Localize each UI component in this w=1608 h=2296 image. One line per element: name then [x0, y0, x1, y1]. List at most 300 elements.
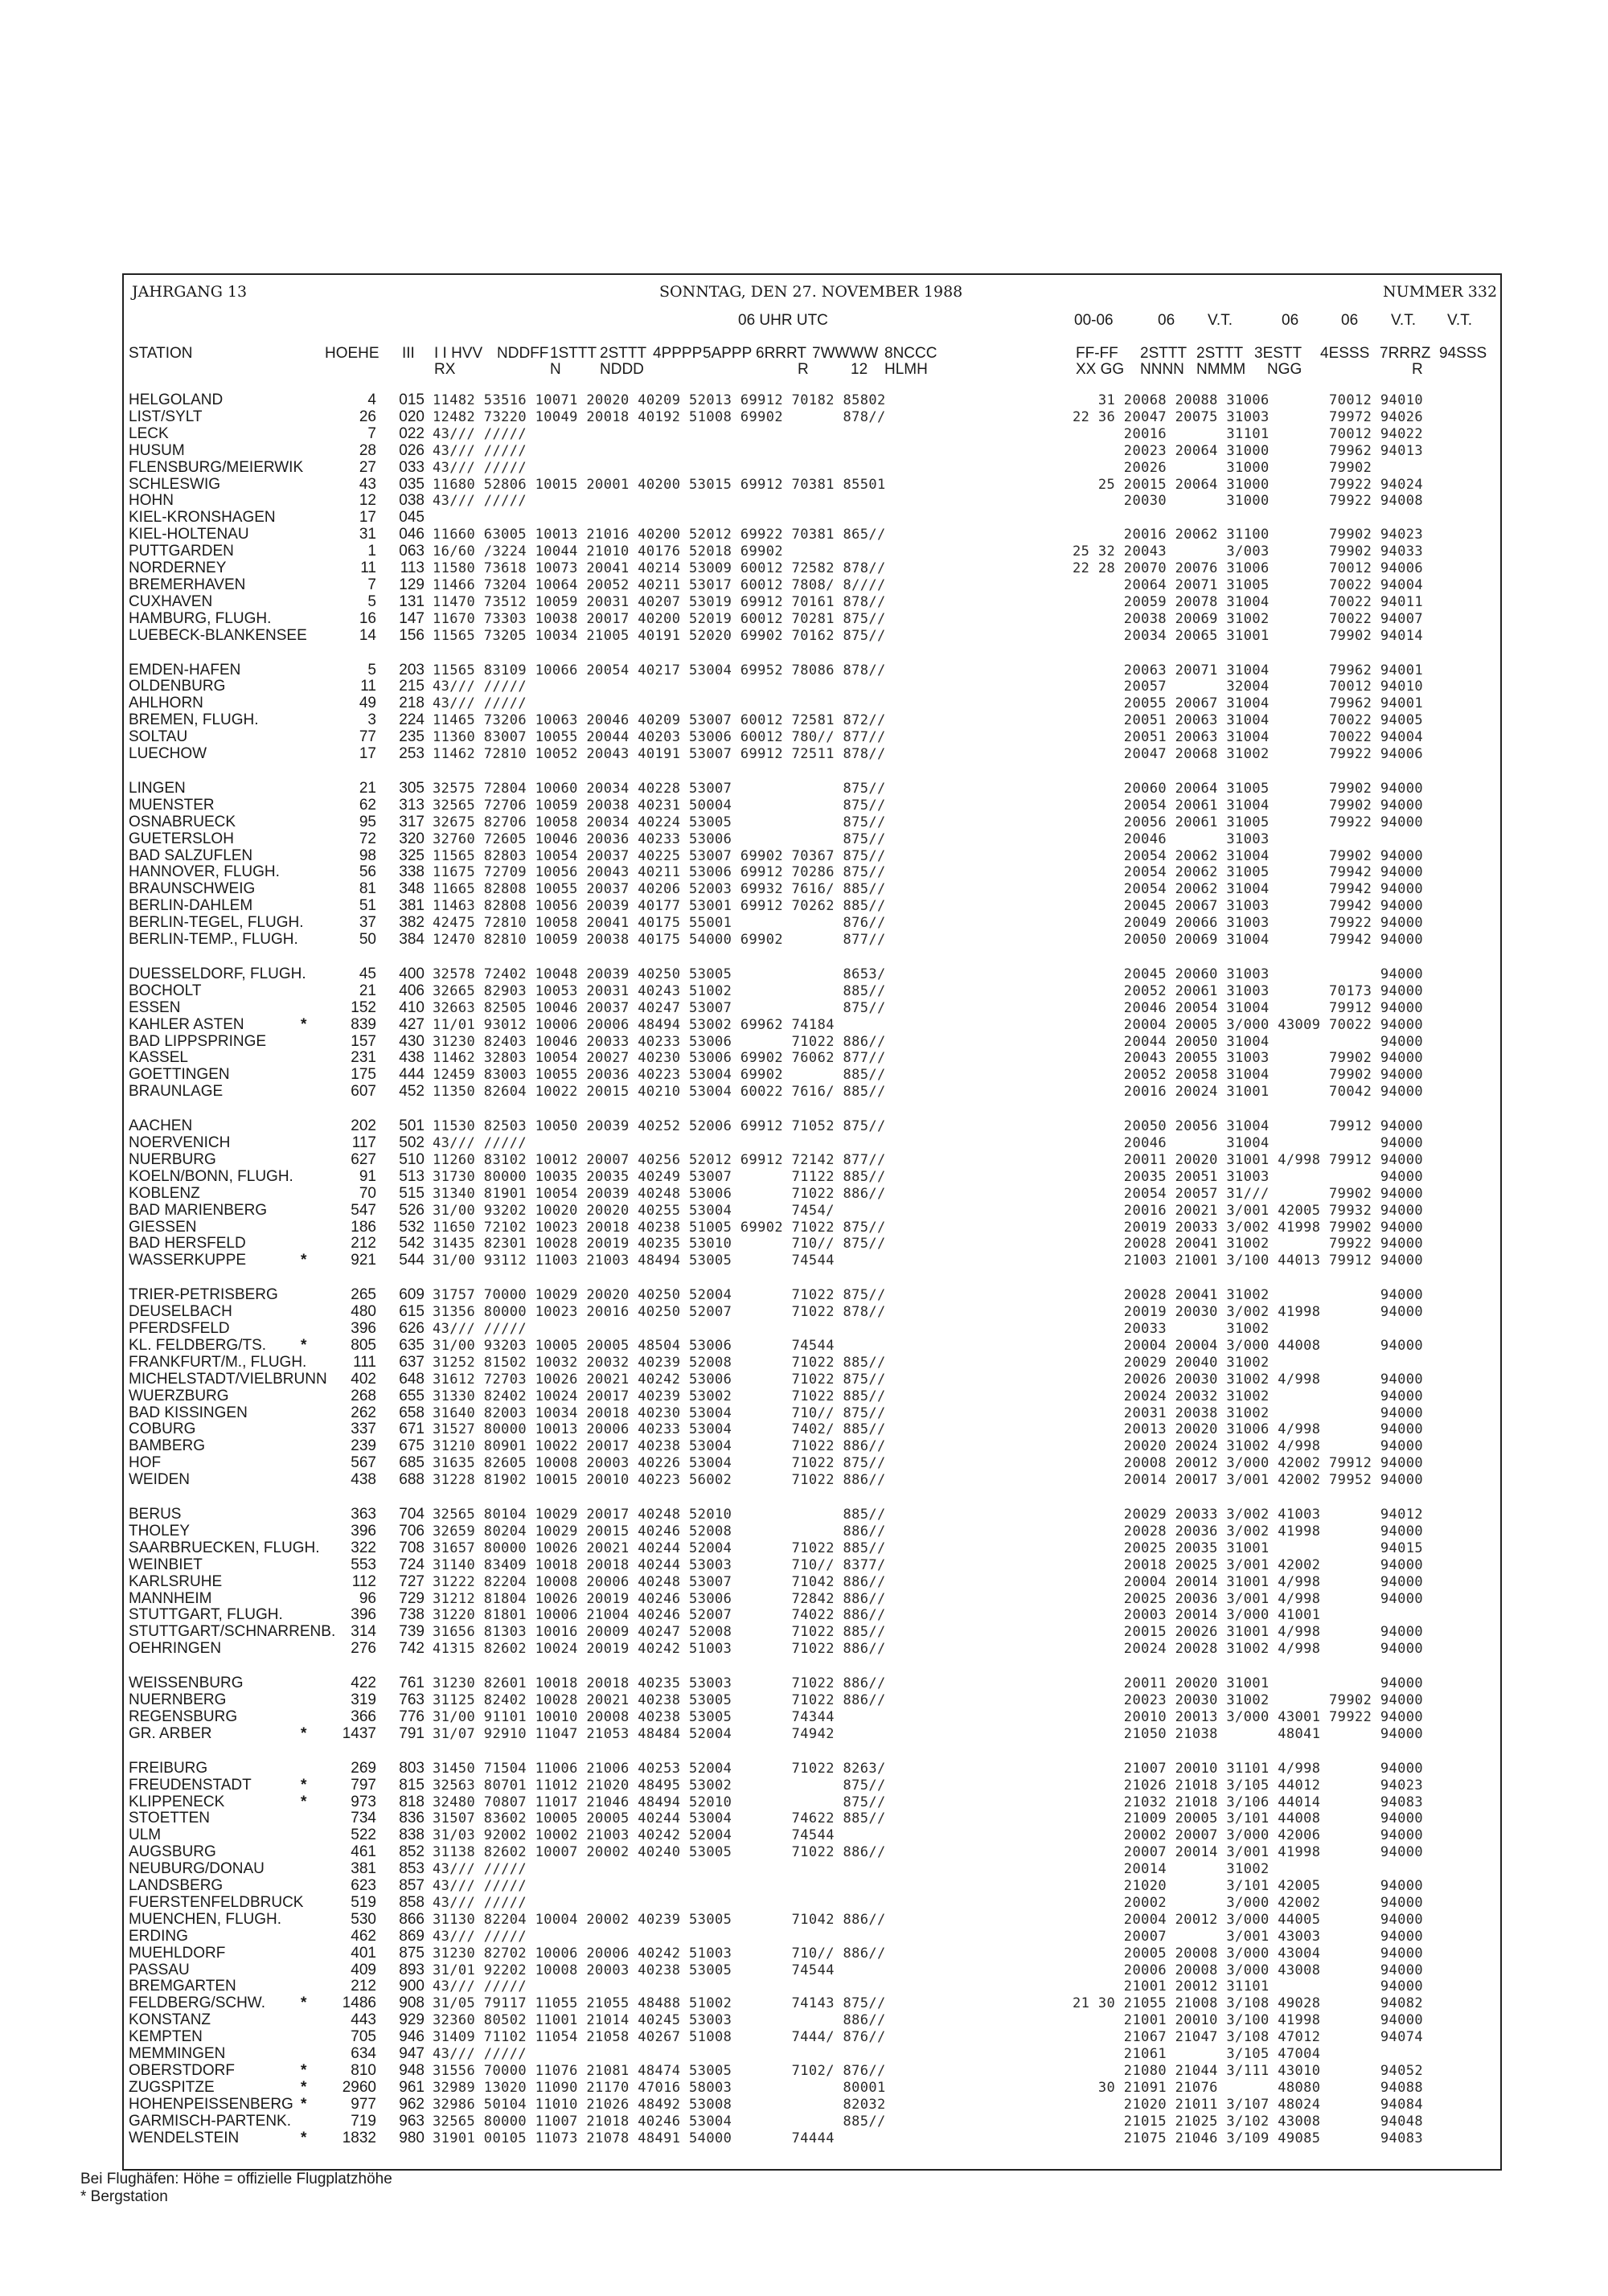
synop-data: 43/// ///// [433, 1321, 527, 1337]
station-id: 515 [399, 1184, 425, 1202]
synop-data: 43/// ///// [433, 1978, 527, 1995]
synop-data: 11463 82808 10056 20039 40177 53001 69912 70262 885// [433, 898, 886, 915]
synop-data-extra: 20003 20014 3/000 41001 [1073, 1607, 1321, 1624]
station-height: 805 [351, 1336, 376, 1354]
synop-data-extra: 22 28 20070 20076 31006 70012 94006 [1073, 560, 1424, 576]
col-ihvv-bottom: RX [434, 361, 456, 378]
synop-data: 32986 50104 11010 21026 48492 53008 82032 [433, 2096, 886, 2113]
station-height: 627 [351, 1150, 376, 1168]
station-height: 96 [359, 1589, 376, 1607]
station-id: 763 [399, 1691, 425, 1708]
synop-data-extra: 21015 21025 3/102 43008 94048 [1073, 2113, 1424, 2130]
col-7wwww [812, 346, 878, 378]
station-height: 402 [351, 1370, 376, 1388]
synop-data-extra: 20016 20062 31100 79902 94023 [1073, 527, 1424, 543]
mountain-marker: * [301, 2061, 307, 2079]
table-row [0, 1000, 1608, 1016]
synop-data-extra: 20004 20012 3/000 44005 94000 [1073, 1911, 1424, 1928]
station-height: 49 [359, 695, 376, 712]
station-name: TRIER-PETRISBERG [129, 1286, 278, 1304]
table-row [0, 510, 1608, 526]
station-name: DEUSELBACH [129, 1303, 232, 1321]
synop-data-extra: 20054 20062 31004 79942 94000 [1073, 881, 1424, 898]
station-height: 438 [351, 1471, 376, 1489]
station-name: WEIDEN [129, 1471, 190, 1489]
station-id: 235 [399, 728, 425, 746]
synop-data: 31230 82702 10006 20006 40242 51003 710// 886// [433, 1945, 886, 1962]
station-id: 724 [399, 1556, 425, 1573]
station-name: AUGSBURG [129, 1843, 216, 1861]
station-id: 900 [399, 1978, 425, 1995]
station-id: 961 [399, 2078, 425, 2096]
col-station: STATION [129, 345, 193, 362]
station-height: 111 [353, 1353, 376, 1371]
synop-data-extra: 20026 31000 79902 [1073, 459, 1372, 476]
synop-data: 43/// ///// [433, 459, 527, 476]
synop-data-extra: 20011 20020 31001 94000 [1073, 1675, 1424, 1692]
station-name: LUEBECK-BLANKENSEE [129, 626, 307, 644]
synop-data: 11665 82808 10055 20037 40206 52003 69932 7616/ 885// [433, 881, 886, 898]
mountain-marker: * [301, 1793, 307, 1810]
station-height: 797 [351, 1776, 376, 1794]
synop-data: 32989 13020 11090 21170 47016 58003 80001 [433, 2079, 886, 2096]
synop-data: 31612 72703 10026 20021 40242 53006 71022 875// [433, 1371, 886, 1388]
synop-data: 43/// ///// [433, 1928, 527, 1945]
station-height: 5 [367, 592, 376, 610]
table-row [0, 1978, 1608, 1995]
station-name: HAMBURG, FLUGH. [129, 609, 272, 627]
synop-data: 11465 73206 10063 20046 40209 53007 60012 72581 872// [433, 712, 886, 729]
station-name: GR. ARBER [129, 1724, 212, 1742]
synop-data-extra: 20028 20041 31002 79922 94000 [1073, 1236, 1424, 1253]
station-name: GARMISCH-PARTENK. [129, 2112, 291, 2130]
col-7rrrz [1380, 346, 1430, 378]
synop-data-extra: 21032 21018 3/106 44014 94083 [1073, 1794, 1424, 1810]
table-row [0, 797, 1608, 814]
station-id: 857 [399, 1877, 425, 1894]
station-height: 152 [351, 998, 376, 1016]
station-height: 16 [359, 609, 376, 627]
col-nddff: NDDFF [497, 345, 549, 362]
col-ffff-bottom: XX GG [1076, 361, 1125, 378]
station-height: 50 [359, 931, 376, 948]
station-id: 980 [399, 2129, 425, 2146]
synop-data-extra: 21009 20005 3/101 44008 94000 [1073, 1810, 1424, 1827]
station-height: 396 [351, 1522, 376, 1540]
mountain-marker: * [301, 2129, 307, 2146]
station-id: 384 [399, 931, 425, 948]
col-3estt-bottom: NGG [1267, 361, 1302, 378]
col-2sttt-b-top: 2STTT [1140, 345, 1188, 362]
station-id: 113 [400, 560, 425, 576]
synop-data-extra: 20010 20013 3/000 43001 79922 94000 [1073, 1708, 1424, 1725]
station-id: 803 [399, 1759, 425, 1777]
station-height: 112 [351, 1572, 376, 1590]
col-7rrrz-bottom: R [1412, 361, 1423, 378]
station-name: KIEL-HOLTENAU [129, 526, 249, 543]
col-ffff [1076, 346, 1124, 378]
synop-data: 43/// ///// [433, 1135, 527, 1151]
synop-data: 31252 81502 10032 20032 40239 52008 71022 885// [433, 1354, 886, 1371]
station-height: 231 [351, 1049, 376, 1067]
synop-data: 32663 82505 10046 20037 40247 53007 875// [433, 999, 886, 1016]
station-id: 635 [399, 1336, 425, 1354]
station-height: 21 [359, 982, 376, 999]
station-height: 98 [359, 847, 376, 864]
station-name: KONSTANZ [129, 2011, 211, 2029]
station-name: ESSEN [129, 998, 181, 1016]
station-height: 212 [351, 1235, 376, 1253]
station-name: WEISSENBURG [129, 1675, 244, 1692]
table-row [0, 426, 1608, 442]
station-height: 4 [367, 392, 376, 408]
synop-data: 43/// ///// [433, 493, 527, 510]
station-height: 977 [351, 2095, 376, 2113]
station-name: NEUBURG/DONAU [129, 1860, 265, 1878]
station-name: LIST/SYLT [129, 408, 203, 425]
table-row [0, 679, 1608, 695]
station-height: 186 [351, 1218, 376, 1236]
station-name: WASSERKUPPE [129, 1252, 247, 1269]
table-row [0, 577, 1608, 593]
synop-data: 31/01 92202 10008 20003 40238 53005 74544 [433, 1962, 835, 1978]
synop-data: 43/// ///// [433, 695, 527, 712]
synop-data-extra: 20016 20021 3/001 42005 79932 94000 [1073, 1202, 1424, 1219]
station-id: 727 [399, 1572, 425, 1590]
synop-data: 11680 52806 10015 20001 40200 53015 69912 70381 85501 [433, 476, 886, 493]
station-id: 532 [399, 1218, 425, 1236]
station-id: 836 [399, 1810, 425, 1827]
table-row [0, 409, 1608, 425]
synop-data-extra: 25 32 20043 3/003 79902 94033 [1073, 543, 1424, 560]
station-name: OEHRINGEN [129, 1640, 222, 1658]
synop-data-extra: 20052 20058 31004 79902 94000 [1073, 1067, 1424, 1084]
table-row [0, 781, 1608, 797]
synop-data-extra: 20025 20036 3/001 4/998 94000 [1073, 1590, 1424, 1607]
station-name: ERDING [129, 1927, 188, 1945]
table-row [0, 1050, 1608, 1066]
synop-data: 31556 70000 11076 21081 48474 53005 7102/ 876// [433, 2062, 886, 2079]
station-height: 337 [351, 1421, 376, 1438]
station-height: 1832 [342, 2129, 376, 2146]
col-2sttt-c-bottom: NMMM [1196, 361, 1246, 378]
table-row [0, 1844, 1608, 1860]
station-name: GOETTINGEN [129, 1066, 230, 1084]
table-row [0, 1355, 1608, 1371]
station-height: 810 [351, 2061, 376, 2079]
station-name: BAMBERG [129, 1437, 206, 1455]
station-name: LUECHOW [129, 745, 207, 762]
station-id: 038 [399, 492, 425, 510]
station-height: 461 [351, 1843, 376, 1861]
station-id: 893 [399, 1961, 425, 1978]
station-height: 51 [359, 897, 376, 915]
table-row [0, 1371, 1608, 1388]
hour-label-3: 06 [1341, 312, 1359, 329]
station-height: 462 [351, 1927, 376, 1945]
station-id: 338 [399, 863, 425, 881]
station-id: 147 [399, 609, 425, 627]
col-ihvv-top: I I HVV [434, 345, 483, 362]
synop-data-extra: 20008 20012 3/000 42002 79912 94000 [1073, 1455, 1424, 1472]
station-id: 129 [399, 576, 425, 593]
station-height: 239 [351, 1437, 376, 1455]
table-row [0, 1726, 1608, 1742]
station-name: BAD MARIENBERG [129, 1201, 268, 1219]
synop-data: 32565 80104 10029 20017 40248 52010 885// [433, 1507, 886, 1523]
synop-data: 32675 82706 10058 20034 40224 53005 875// [433, 814, 886, 830]
period-label: 00-06 [1074, 312, 1114, 329]
station-name: FELDBERG/SCHW. [129, 1995, 265, 2012]
station-id: 131 [399, 592, 425, 610]
synop-data: 31212 81804 10026 20019 40246 53006 72842 886// [433, 1590, 886, 1607]
station-name: STUTTGART, FLUGH. [129, 1606, 283, 1624]
station-id: 317 [399, 813, 425, 830]
station-height: 322 [351, 1539, 376, 1556]
table-row [0, 1287, 1608, 1303]
col-iii: III [402, 345, 415, 362]
station-id: 853 [399, 1860, 425, 1878]
table-row [0, 814, 1608, 830]
station-height: 1 [367, 543, 376, 560]
station-id: 045 [399, 509, 425, 527]
station-height: 7 [367, 576, 376, 593]
station-id: 544 [399, 1252, 425, 1269]
synop-data: 11670 73303 10038 20017 40200 52019 60012 70281 875// [433, 610, 886, 627]
table-row [0, 1186, 1608, 1202]
station-height: 268 [351, 1387, 376, 1404]
table-row [0, 392, 1608, 408]
station-name: SOLTAU [129, 728, 188, 746]
table-row [0, 1321, 1608, 1337]
synop-data: 31125 82402 10028 20021 40238 53005 71022 886// [433, 1692, 886, 1708]
synop-data: 32578 72402 10048 20039 40250 53005 8653/ [433, 966, 886, 982]
station-id: 838 [399, 1827, 425, 1844]
synop-data-extra: 21067 21047 3/108 47012 94074 [1073, 2029, 1424, 2046]
synop-data-extra: 20033 31002 [1073, 1321, 1270, 1337]
station-height: 12 [359, 492, 376, 510]
synop-data: 31640 82003 10034 20018 40230 53004 710// 875// [433, 1404, 886, 1421]
station-id: 348 [399, 880, 425, 898]
table-row [0, 1995, 1608, 2011]
col-6rrrt-bottom: R [798, 361, 809, 378]
station-height: 2960 [342, 2078, 376, 2096]
table-row [0, 915, 1608, 931]
station-height: 705 [351, 2028, 376, 2046]
table-row [0, 864, 1608, 880]
station-id: 776 [399, 1708, 425, 1725]
synop-data-extra: 20028 20041 31002 94000 [1073, 1287, 1424, 1304]
station-height: 5 [367, 661, 376, 679]
station-id: 761 [399, 1675, 425, 1692]
col-ffff-top: FF-FF [1076, 345, 1118, 362]
station-name: GIESSEN [129, 1218, 197, 1236]
synop-data: 31450 71504 11006 21006 40253 52004 71022 8263/ [433, 1760, 886, 1777]
station-height: 3 [367, 711, 376, 729]
synop-data-extra: 21 30 21055 21008 3/108 49028 94082 [1073, 1995, 1424, 2012]
synop-data-extra: 20054 20062 31005 79942 94000 [1073, 864, 1424, 881]
synop-data-extra: 20013 20020 31006 4/998 94000 [1073, 1421, 1424, 1438]
station-name: NUERBURG [129, 1150, 216, 1168]
col-2sttt-b [1140, 346, 1187, 378]
station-id: 685 [399, 1454, 425, 1472]
synop-data-extra: 21001 20010 3/100 41998 94000 [1073, 2012, 1424, 2029]
station-id: 658 [399, 1404, 425, 1421]
synop-data: 31757 70000 10029 20020 40250 52004 71022 875// [433, 1287, 886, 1304]
station-name: BRAUNSCHWEIG [129, 880, 256, 898]
station-name: LANDSBERG [129, 1877, 224, 1894]
synop-data: 11565 82803 10054 20037 40225 53007 69902 70367 875// [433, 847, 886, 864]
table-row [0, 1777, 1608, 1794]
table-row [0, 662, 1608, 679]
station-name: HUSUM [129, 441, 185, 459]
station-name: PUTTGARDEN [129, 543, 234, 560]
table-row [0, 932, 1608, 948]
station-name: WUERZBURG [129, 1387, 229, 1404]
synop-data-extra: 20023 20030 31002 79902 94000 [1073, 1692, 1424, 1708]
station-height: 519 [351, 1893, 376, 1911]
table-row [0, 1421, 1608, 1437]
station-name: LECK [129, 424, 169, 442]
station-id: 739 [399, 1623, 425, 1641]
synop-data-extra: 20023 20064 31000 79962 94013 [1073, 442, 1424, 459]
table-row [0, 1304, 1608, 1320]
station-id: 648 [399, 1370, 425, 1388]
synop-data-extra: 20056 20061 31005 79922 94000 [1073, 814, 1424, 830]
synop-data: 11650 72102 10023 20018 40238 51005 69902 71022 875// [433, 1219, 886, 1236]
col-1sttt-bottom: N [550, 361, 561, 378]
table-row [0, 527, 1608, 543]
station-id: 410 [399, 998, 425, 1016]
synop-data-extra: 20059 20078 31004 70022 94011 [1073, 593, 1424, 610]
mountain-marker: * [301, 1252, 307, 1269]
table-row [0, 1507, 1608, 1523]
col-2sttt-top: 2STTT [600, 345, 647, 362]
table-row [0, 611, 1608, 627]
station-height: 480 [351, 1303, 376, 1321]
station-name: COBURG [129, 1421, 196, 1438]
table-row [0, 1169, 1608, 1185]
station-name: WENDELSTEIN [129, 2129, 240, 2146]
col-94sss: 94SSS [1439, 345, 1487, 362]
table-row [0, 2097, 1608, 2113]
station-height: 443 [351, 2011, 376, 2029]
synop-data: 43/// ///// [433, 679, 527, 695]
synop-data-extra: 21061 3/105 47004 [1073, 2046, 1321, 2062]
table-row [0, 1912, 1608, 1928]
station-id: 305 [399, 779, 425, 797]
station-id: 738 [399, 1606, 425, 1624]
synop-data: 11660 63005 10013 21016 40200 52012 69922 70381 865// [433, 527, 886, 543]
station-id: 946 [399, 2028, 425, 2046]
synop-data-extra: 21020 3/101 42005 94000 [1073, 1878, 1424, 1894]
station-id: 452 [399, 1083, 425, 1101]
synop-data: 31/03 92002 10002 21003 40242 52004 74544 [433, 1827, 835, 1844]
station-name: WEINBIET [129, 1556, 203, 1573]
station-name: MUEHLDORF [129, 1944, 226, 1962]
station-id: 444 [399, 1066, 425, 1084]
table-row [0, 1761, 1608, 1777]
synop-data: 43/// ///// [433, 425, 527, 442]
table-row [0, 1438, 1608, 1454]
hour-label-2: 06 [1282, 312, 1299, 329]
table-row [0, 746, 1608, 762]
station-id: 869 [399, 1927, 425, 1945]
station-name: MICHELSTADT/VIELBRUNN [129, 1370, 327, 1388]
synop-data: 31/05 79117 11055 21055 48488 51002 74143 875// [433, 1995, 886, 2012]
synop-data-extra: 20004 20014 31001 4/998 94000 [1073, 1573, 1424, 1590]
table-row [0, 1067, 1608, 1083]
station-id: 858 [399, 1893, 425, 1911]
synop-data-extra: 20045 20067 31003 79942 94000 [1073, 898, 1424, 915]
station-height: 31 [359, 526, 376, 543]
station-id: 626 [399, 1320, 425, 1337]
synop-data-extra: 20016 20024 31001 70042 94000 [1073, 1084, 1424, 1101]
synop-data-extra: 20024 20028 31002 4/998 94000 [1073, 1641, 1424, 1658]
station-height: 553 [351, 1556, 376, 1573]
station-id: 875 [399, 1944, 425, 1962]
station-name: FLENSBURG/MEIERWIK [129, 458, 304, 476]
mountain-marker: * [301, 1776, 307, 1794]
synop-data-extra: 21003 21001 3/100 44013 79912 94000 [1073, 1253, 1424, 1269]
issue-date: SONNTAG, DEN 27. NOVEMBER 1988 [659, 283, 963, 301]
synop-data-extra: 21050 21038 48041 94000 [1073, 1725, 1424, 1742]
synop-data: 31140 83409 10018 20018 40244 53003 710// 8377/ [433, 1556, 886, 1573]
station-id: 400 [399, 965, 425, 982]
synop-data: 31635 82605 10008 20003 40226 53004 71022 875// [433, 1455, 886, 1472]
station-id: 382 [399, 914, 425, 932]
synop-data: 31228 81902 10015 20010 40223 56002 71022 886// [433, 1472, 886, 1489]
table-row [0, 881, 1608, 897]
synop-data-extra: 20044 20050 31004 94000 [1073, 1033, 1424, 1050]
synop-data-extra: 31 20068 20088 31006 70012 94010 [1073, 392, 1424, 408]
station-height: 547 [351, 1201, 376, 1219]
synop-data: 31230 82601 10018 20018 40235 53003 71022 886// [433, 1675, 886, 1692]
synop-data-extra: 20043 20055 31003 79902 94000 [1073, 1050, 1424, 1067]
synop-data: 11565 73205 10034 21005 40191 52020 69902 70162 875// [433, 627, 886, 644]
station-id: 852 [399, 1843, 425, 1861]
synop-data: 12470 82810 10059 20038 40175 54000 69902 877// [433, 932, 886, 948]
table-row [0, 848, 1608, 864]
vt-label-1: V.T. [1208, 312, 1233, 329]
time-label: 06 UHR UTC [738, 312, 828, 329]
station-name: BRAUNLAGE [129, 1083, 224, 1101]
table-row [0, 1388, 1608, 1404]
station-name: FRANKFURT/M., FLUGH. [129, 1353, 307, 1371]
synop-data-extra: 20014 20017 3/001 42002 79952 94000 [1073, 1472, 1424, 1489]
station-id: 706 [399, 1522, 425, 1540]
table-row [0, 1118, 1608, 1134]
col-4pppp: 4PPPP [653, 345, 703, 362]
col-2sttt-c [1196, 346, 1245, 378]
station-id: 609 [399, 1286, 425, 1304]
synop-data: 31730 80000 10035 20035 40249 53007 71122 885// [433, 1168, 886, 1185]
synop-data: 31130 82204 10004 20002 40239 53005 71042 886// [433, 1911, 886, 1928]
station-height: 839 [351, 1015, 376, 1033]
station-name: BERUS [129, 1506, 182, 1523]
synop-data-extra: 20050 20069 31004 79942 94000 [1073, 932, 1424, 948]
synop-data: 42475 72810 10058 20041 40175 55001 876// [433, 915, 886, 932]
synop-data-extra: 20029 20033 3/002 41003 94012 [1073, 1507, 1424, 1523]
station-name: NUERNBERG [129, 1691, 227, 1708]
table-row [0, 1962, 1608, 1978]
station-height: 634 [351, 2045, 376, 2062]
station-name: AHLHORN [129, 695, 203, 712]
station-id: 430 [399, 1032, 425, 1050]
station-name: KLIPPENECK [129, 1793, 225, 1810]
synop-data: 11470 73512 10059 20031 40207 53019 69912 70161 878// [433, 593, 886, 610]
station-height: 567 [351, 1454, 376, 1472]
